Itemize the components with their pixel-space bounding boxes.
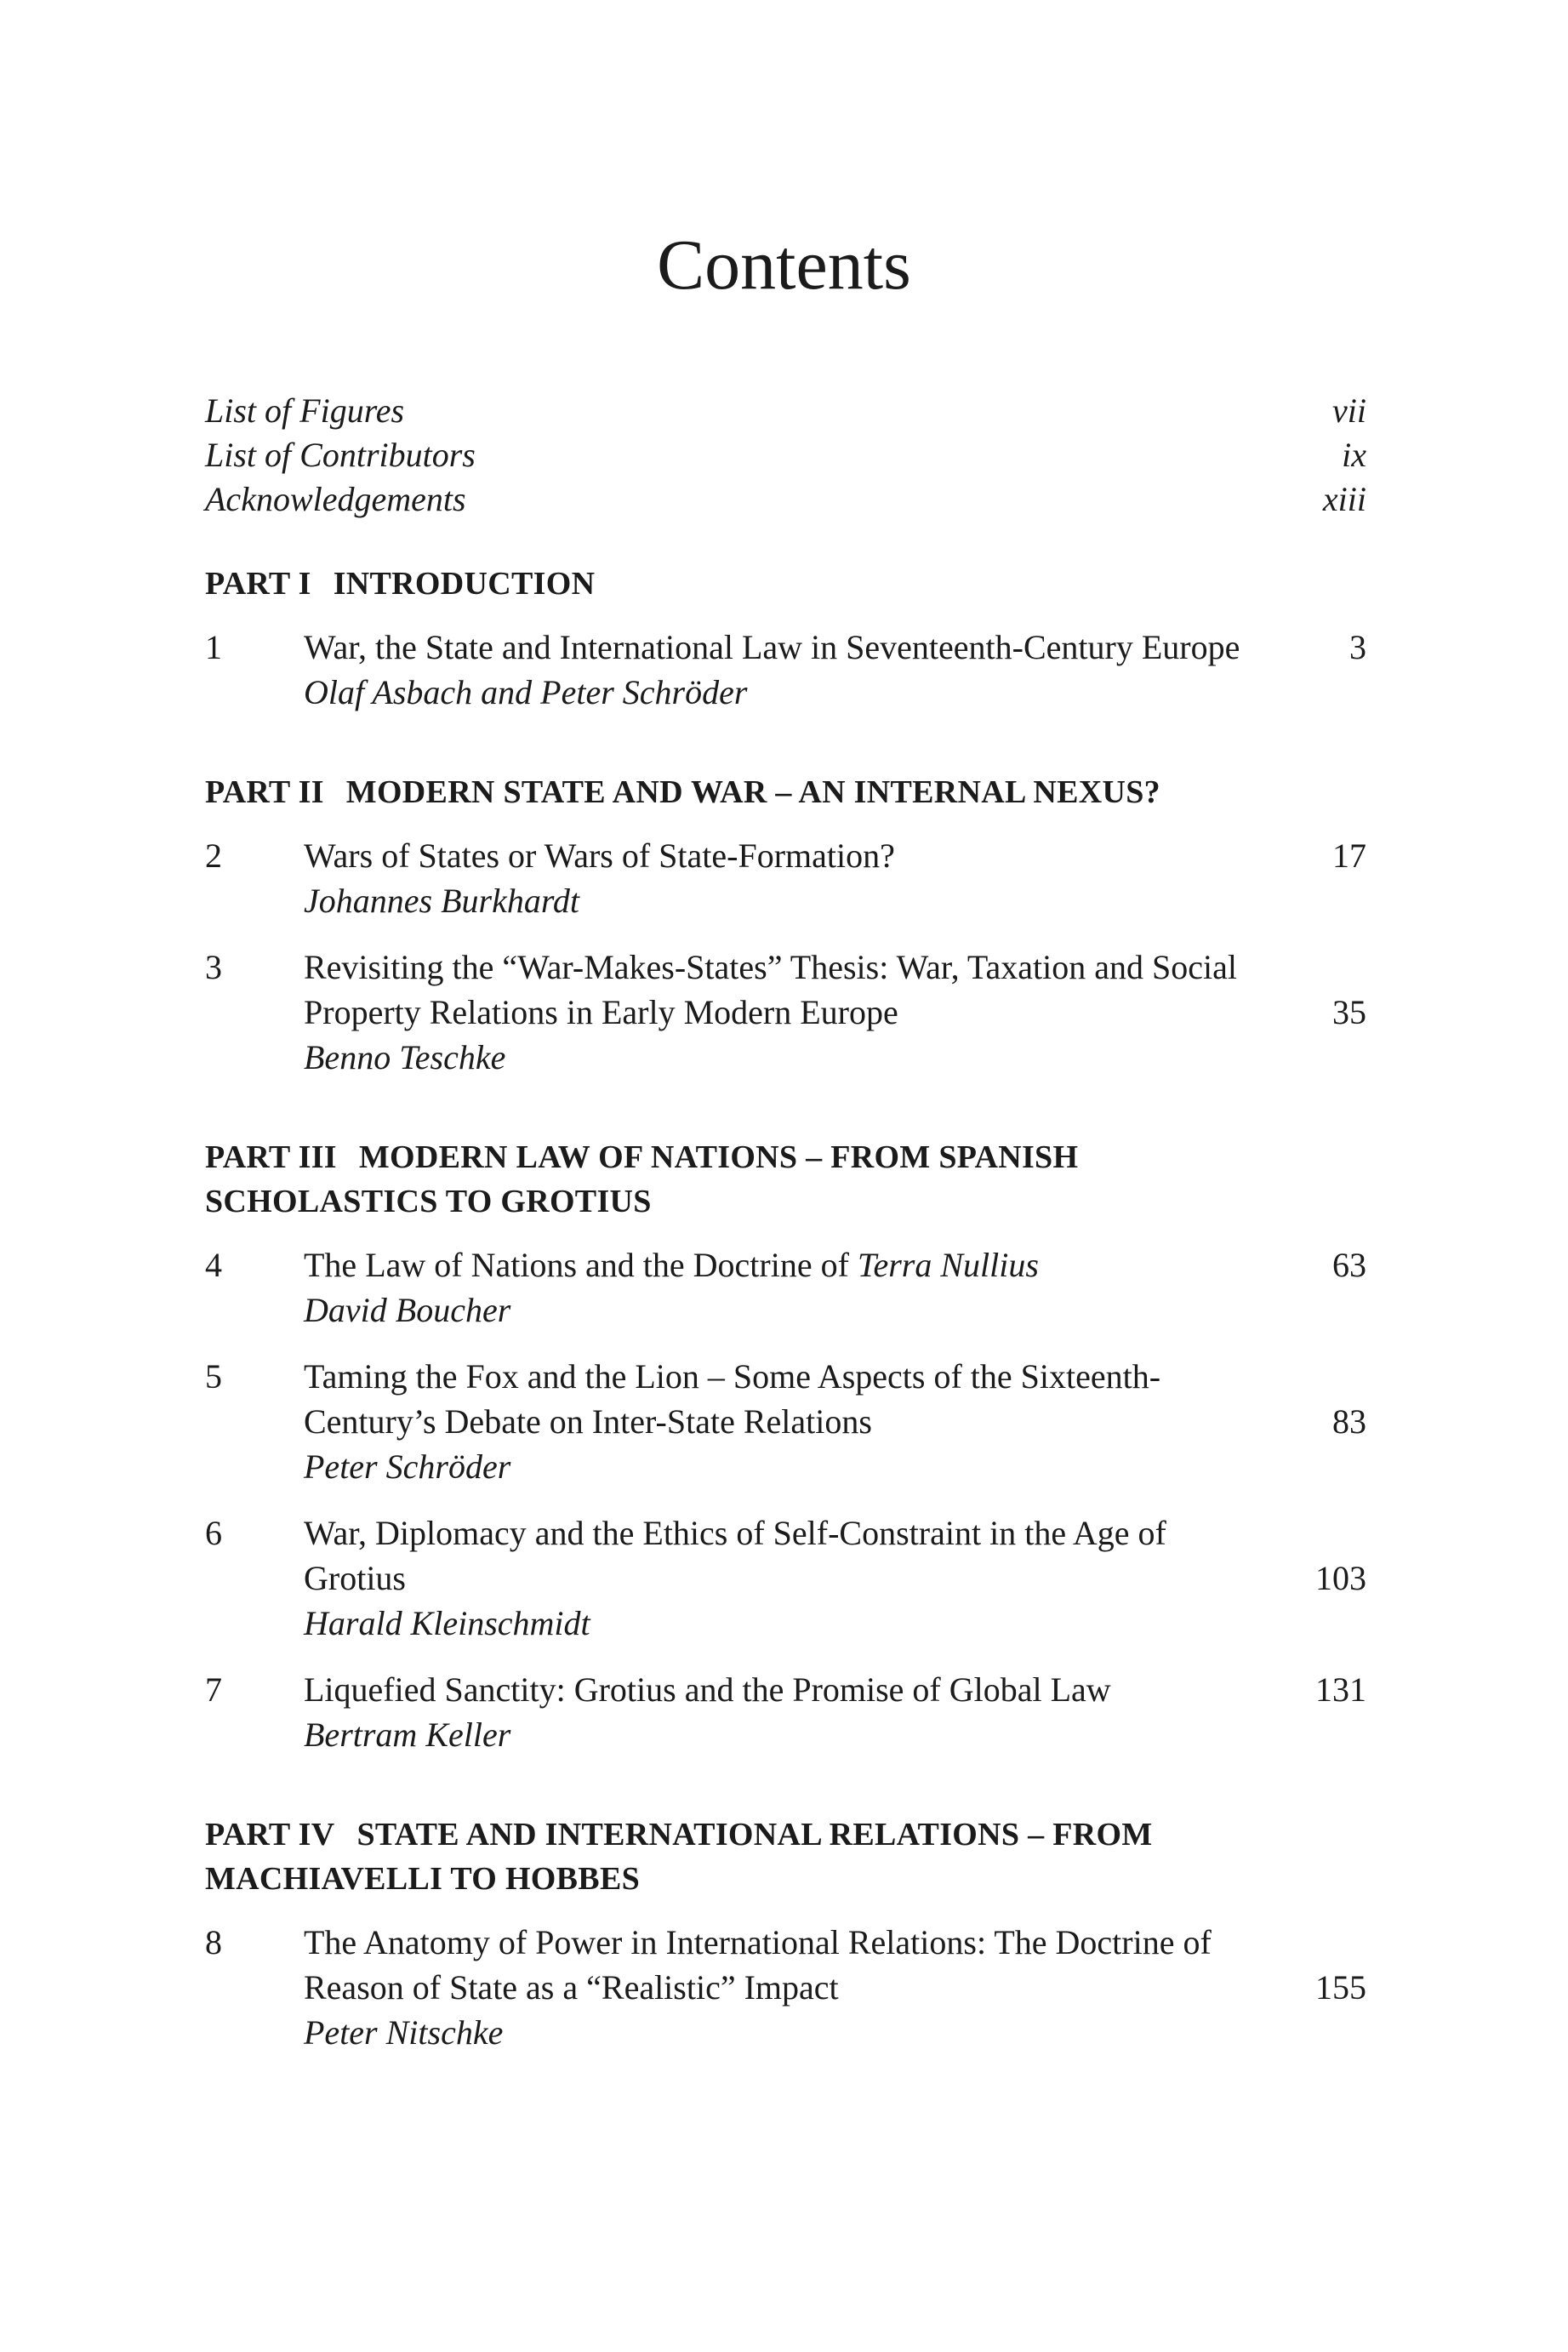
chapter-title-text: Century’s Debate on Inter-State Relations xyxy=(304,1402,872,1441)
chapter-page-number: 63 xyxy=(1332,1246,1366,1284)
front-matter-item[interactable] xyxy=(205,477,1366,522)
chapter-number: 2 xyxy=(205,836,222,875)
chapter-title-text: Taming the Fox and the Lion – Some Aspects of the Sixteenth- xyxy=(304,1357,1161,1396)
chapter-number: 5 xyxy=(205,1357,222,1396)
front-matter-page: xiii xyxy=(1322,480,1366,518)
chapter-entry[interactable] xyxy=(205,1667,1366,1757)
chapter-page-number: 103 xyxy=(1315,1559,1366,1597)
part-number: PART I xyxy=(205,566,311,602)
chapter-entry[interactable] xyxy=(205,1354,1366,1489)
chapter-body xyxy=(304,625,1290,715)
chapter-title-text: The Law of Nations and the Doctrine of xyxy=(304,1246,858,1284)
front-matter-label: Acknowledgements xyxy=(205,480,466,518)
chapter-entry[interactable] xyxy=(205,625,1366,715)
front-matter-page: ix xyxy=(1342,436,1366,474)
part-number: PART IV xyxy=(205,1817,335,1852)
chapter-title-line xyxy=(304,1667,1290,1712)
chapter-entry[interactable] xyxy=(205,1920,1366,2055)
chapter-number: 7 xyxy=(205,1670,222,1709)
chapter-title-line xyxy=(304,1510,1290,1556)
chapter-title-text: War, Diplomacy and the Ethics of Self-Constraint in the Age of xyxy=(304,1514,1166,1552)
chapter-author: Olaf Asbach and Peter Schröder xyxy=(304,673,748,711)
chapter-title-line xyxy=(304,1242,1290,1287)
chapter-title-line xyxy=(304,990,1290,1035)
chapter-page-number: 131 xyxy=(1315,1670,1366,1709)
chapter-title-line xyxy=(304,945,1290,990)
chapter-title-line xyxy=(304,1556,1290,1601)
chapter-title-line xyxy=(304,1399,1290,1444)
chapter-number: 4 xyxy=(205,1246,222,1284)
part-title: INTRODUCTION xyxy=(333,566,596,602)
front-matter-item[interactable] xyxy=(205,433,1366,477)
section-gap xyxy=(205,736,1366,770)
chapter-title-line xyxy=(304,1354,1290,1399)
part-title-continued: SCHOLASTICS TO GROTIUS xyxy=(205,1184,652,1219)
part-title-continued: MACHIAVELLI TO HOBBES xyxy=(205,1861,641,1897)
part-heading[interactable] xyxy=(205,562,1366,606)
page-title: Contents xyxy=(657,225,911,305)
front-matter-page: vii xyxy=(1332,391,1366,430)
chapter-title-text: Revisiting the “War-Makes-States” Thesis: War, Taxation and Social xyxy=(304,948,1237,986)
chapter-title-line xyxy=(304,625,1290,670)
chapter-number: 1 xyxy=(205,628,222,666)
chapter-author: Peter Nitschke xyxy=(304,2013,504,2052)
chapter-page-number: 3 xyxy=(1349,628,1366,666)
chapter-author: Harald Kleinschmidt xyxy=(304,1604,590,1642)
chapter-page-number: 155 xyxy=(1315,1968,1366,2007)
chapter-body xyxy=(304,1667,1290,1757)
front-matter-item[interactable] xyxy=(205,389,1366,433)
chapter-entry[interactable] xyxy=(205,1242,1366,1333)
chapter-body xyxy=(304,945,1290,1080)
chapter-body xyxy=(304,1242,1290,1333)
chapter-author: Bertram Keller xyxy=(304,1715,511,1754)
chapter-title-line xyxy=(304,1920,1290,1965)
chapter-title-line xyxy=(304,1965,1290,2010)
chapter-page-number: 35 xyxy=(1332,993,1366,1031)
part-number: PART II xyxy=(205,774,324,810)
part-heading[interactable] xyxy=(205,1813,1366,1901)
front-matter-label: List of Contributors xyxy=(205,436,476,474)
chapter-body xyxy=(304,1354,1290,1489)
part-title: MODERN STATE AND WAR – AN INTERNAL NEXUS? xyxy=(345,774,1160,810)
part-title: STATE AND INTERNATIONAL RELATIONS – FROM xyxy=(356,1817,1153,1852)
chapter-author: Benno Teschke xyxy=(304,1038,506,1076)
chapter-title-text: The Anatomy of Power in International Relations: The Doctrine of xyxy=(304,1923,1212,1961)
section-gap xyxy=(205,1101,1366,1135)
chapter-body xyxy=(304,1510,1290,1646)
chapter-author: Johannes Burkhardt xyxy=(304,882,580,920)
chapter-page-number: 17 xyxy=(1332,836,1366,875)
section-gap xyxy=(205,1778,1366,1813)
part-number: PART III xyxy=(205,1139,337,1175)
chapter-number: 6 xyxy=(205,1514,222,1552)
chapter-title-text: Property Relations in Early Modern Europe xyxy=(304,993,898,1031)
chapter-title-text: Reason of State as a “Realistic” Impact xyxy=(304,1968,839,2007)
chapter-number: 8 xyxy=(205,1923,222,1961)
chapter-entry[interactable] xyxy=(205,945,1366,1080)
chapter-number: 3 xyxy=(205,948,222,986)
chapter-entry[interactable] xyxy=(205,1510,1366,1646)
chapter-body xyxy=(304,833,1290,923)
front-matter-list xyxy=(205,389,1366,522)
chapter-title-text: Grotius xyxy=(304,1559,406,1597)
chapter-title-text: Wars of States or Wars of State-Formation? xyxy=(304,836,895,875)
chapter-author: David Boucher xyxy=(304,1291,511,1329)
chapter-page-number: 83 xyxy=(1332,1402,1366,1441)
part-title: MODERN LAW OF NATIONS – FROM SPANISH xyxy=(358,1139,1079,1175)
chapter-title-text: Liquefied Sanctity: Grotius and the Promise of Global Law xyxy=(304,1670,1111,1709)
part-heading[interactable] xyxy=(205,770,1366,814)
chapter-title-text: War, the State and International Law in Seventeenth-Century Europe xyxy=(304,628,1240,666)
table-of-contents xyxy=(205,562,1366,2076)
chapter-entry[interactable] xyxy=(205,833,1366,923)
chapter-title-italic: Terra Nullius xyxy=(857,1246,1039,1284)
chapter-body xyxy=(304,1920,1290,2055)
chapter-title-line xyxy=(304,833,1290,878)
part-heading[interactable] xyxy=(205,1135,1366,1224)
front-matter-label: List of Figures xyxy=(205,391,405,430)
chapter-author: Peter Schröder xyxy=(304,1447,511,1486)
